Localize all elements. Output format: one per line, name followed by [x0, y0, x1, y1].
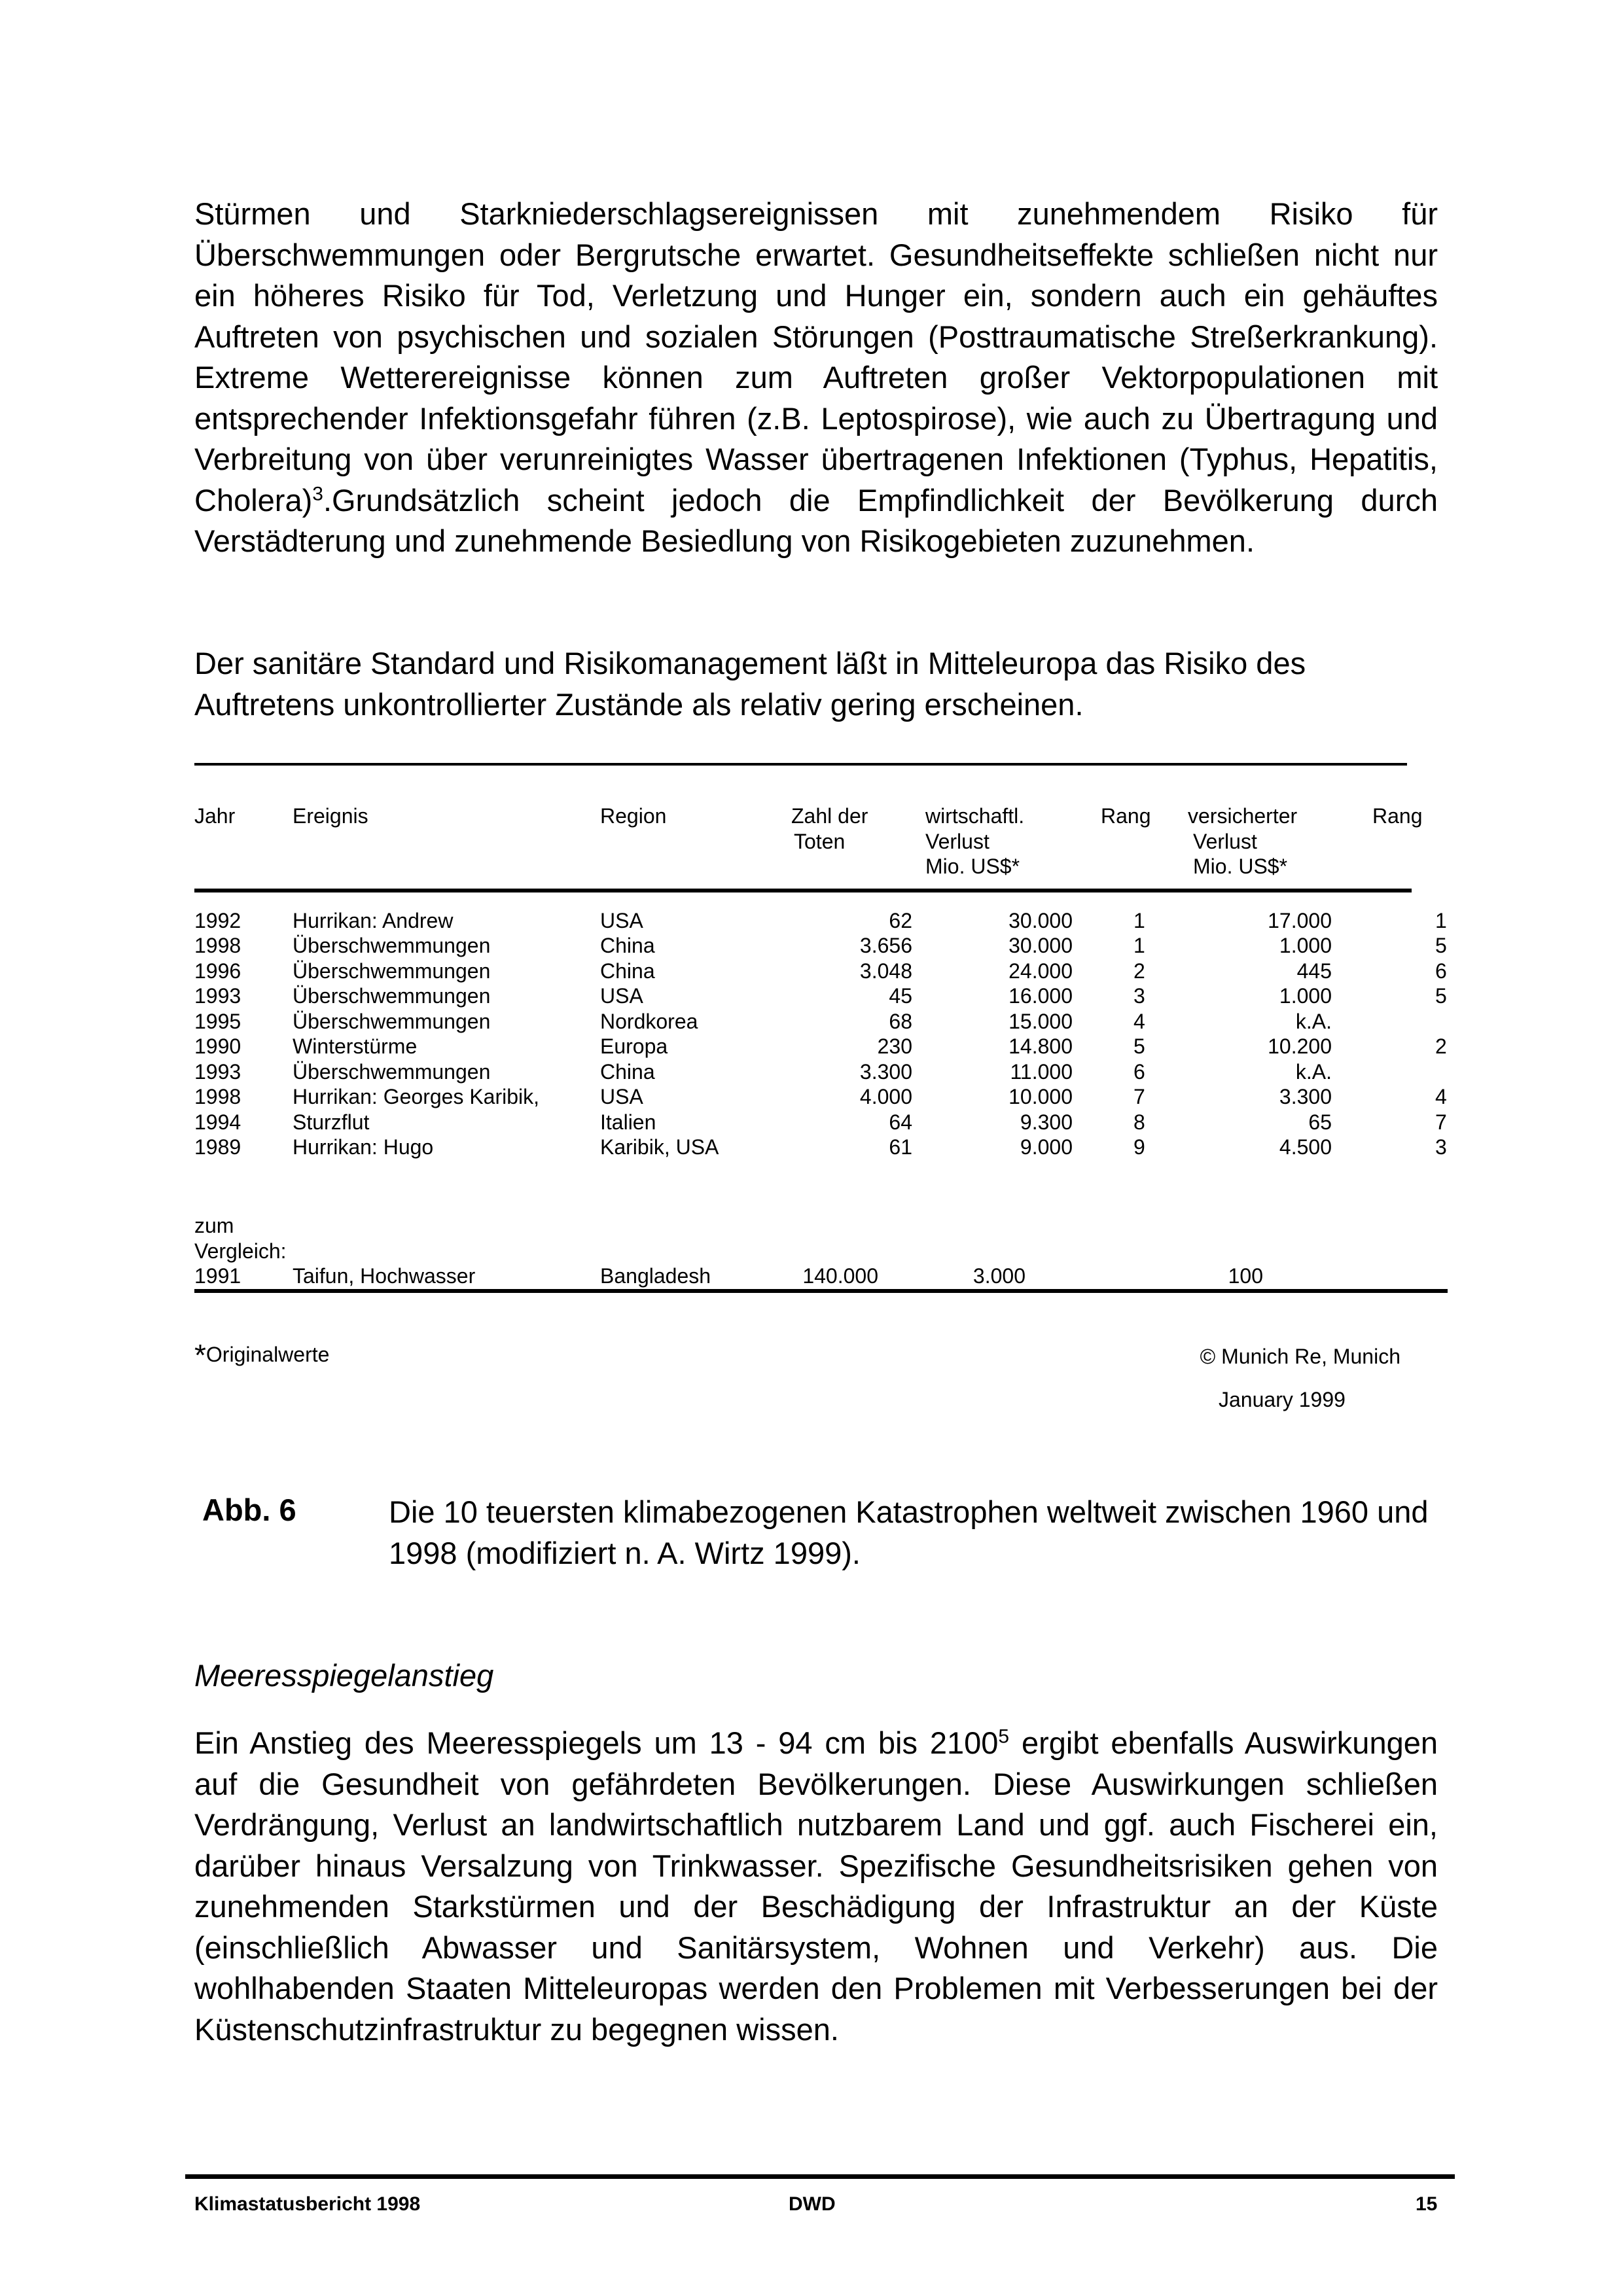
cell-jahr: 1998	[194, 934, 241, 957]
cell-ereignis: Sturzflut	[293, 1110, 370, 1134]
cell-ereignis: Winterstürme	[293, 1034, 418, 1058]
cell-tote: 140.000	[757, 1263, 878, 1291]
cell-rang: 6	[1133, 1059, 1145, 1084]
cell-rang: 1	[1133, 908, 1145, 932]
cell-jahr: 1991	[194, 1263, 293, 1291]
cell-rang: 3	[1133, 984, 1145, 1008]
cell-rang: 1	[1133, 934, 1145, 957]
header-region: Region	[600, 804, 757, 891]
header-rang: Rang	[1073, 804, 1178, 891]
table-header-row	[194, 804, 1412, 891]
cell-rang-2: 3	[1435, 1135, 1447, 1159]
table-row	[194, 891, 1412, 934]
cell-rang-2: 5	[1435, 934, 1447, 957]
cell-region: Karibik, USA	[600, 1135, 719, 1159]
cell-region: USA	[600, 1085, 643, 1108]
cell-wirtschaftl-verlust: 11.000	[1010, 1059, 1073, 1084]
header-tote: Zahl der Toten	[757, 804, 912, 891]
footer-rule	[185, 2174, 1455, 2179]
cell-wirtschaftl-verlust: 30.000	[1008, 934, 1073, 957]
table-row	[194, 933, 1412, 959]
cell-rang: 9	[1133, 1135, 1145, 1159]
header-wirtschaftl-verlust: wirtschaftl. Verlust Mio. US$*	[912, 804, 1073, 891]
cell-wirtschaftl-verlust: 14.800	[1008, 1034, 1073, 1058]
cell-wirtschaftl-verlust: 30.000	[1008, 908, 1073, 932]
footer-report-title: Klimastatusbericht 1998	[194, 2193, 421, 2215]
cell-versicherter-verlust: 4.500	[1279, 1135, 1332, 1159]
cell-ereignis: Überschwemmungen	[293, 984, 491, 1008]
table-row	[194, 1034, 1412, 1059]
cell-region: USA	[600, 908, 643, 932]
body-paragraph: Der sanitäre Standard und Risikomanagement läßt in Mitteleuropa das Risiko des Auftretens unkontrollierter Zustände als relativ gering erscheinen.	[194, 646, 1306, 722]
cell-jahr: 1995	[194, 1009, 241, 1033]
cell-jahr: 1998	[194, 1085, 241, 1108]
cell-ereignis: Hurrikan: Andrew	[293, 908, 454, 932]
header-rang-2: Rang	[1332, 804, 1412, 891]
table-row	[194, 1059, 1412, 1085]
cell-region: China	[600, 1059, 655, 1084]
comparison-table	[194, 1213, 1448, 1293]
paragraph-text: Stürmen und Starkniederschlagsereignissen mit zunehmendem Risiko für Überschwemmungen oder Bergrutsche erwartet. Gesundheitseffekte schließen nicht nur ein höheres Risiko für Tod, Verletzung und Hunger ein, sondern auch ein gehäuftes Auftreten von psychischen und sozialen Störungen (Posttraumatische Streßerkrankung). Extreme Wetterereignisse können zum Auftreten großer Vektorpopulationen mit entsprechender Infektionsgefahr führen (z.B. Leptospirose), wie auch zu Übertragung und Verbreitung von über verunreinigtes Wasser übertragenen Infektionen (Typhus, Hepatitis, Cholera)	[194, 196, 1438, 518]
cell-jahr: 1990	[194, 1034, 241, 1058]
body-paragraph: Ein Anstieg des Meeresspiegels um 13 - 94 cm bis 2100$^5$ ergibt ebenfalls Auswirkungen auf die Gesundheit von gefährdeten Bevölkerungen. Diese Auswirkungen schließen Verdrängung, Verlust an landwirtschaftlich nutzbarem Land und ggf. auch Fischerei ein, darüber hinaus Versalzung von Trinkwasser. Spezifische Gesundheitsrisiken gehen von zunehmenden Starkstürmen und der Beschädigung der Infrastruktur an der Küste (einschließlich Abwasser und Sanitärsystem, Wohnen und Verkehr) aus. Die wohlhabenden Staaten Mitteleuropas werden den Problemen mit Verbesserungen bei der Küstenschutzinfrastruktur zu begegnen wissen.	[194, 1725, 1438, 2047]
cell-tote: 64	[889, 1110, 912, 1134]
section-heading: Meeresspiegelanstieg	[194, 1658, 494, 1693]
footnote-ref: 3	[312, 482, 323, 504]
cell-versicherter-verlust: k.A.	[1295, 1009, 1332, 1033]
figure-caption: Die 10 teuersten klimabezogenen Katastrophen weltweit zwischen 1960 und 1998 (modifiziert n. A. Wirtz 1999).	[389, 1494, 1429, 1570]
cell-region: USA	[600, 984, 643, 1008]
cell-versicherter-verlust: k.A.	[1295, 1059, 1332, 1084]
cell-rang-2	[1332, 1009, 1412, 1034]
cell-rang-2: 4	[1435, 1085, 1447, 1108]
table-top-rule	[194, 763, 1407, 766]
table-row	[194, 1110, 1412, 1135]
table-row	[194, 1009, 1412, 1034]
paragraph-text: .Grundsätzlich scheint jedoch die Empfindlichkeit der Bevölkerung durch Verstädterung und zunehmende Besiedlung von Risikogebieten zuzunehmen.	[194, 482, 1438, 558]
cell-rang-2: 6	[1435, 959, 1447, 983]
cell-tote: 4.000	[859, 1085, 912, 1108]
catastrophe-table	[194, 804, 1447, 1160]
cell-jahr: 1992	[194, 908, 241, 932]
cell-rang-2: 7	[1435, 1110, 1447, 1134]
cell-wirtschaftl-verlust: 10.000	[1008, 1085, 1073, 1108]
cell-rang-2	[1332, 1059, 1412, 1085]
cell-wirtschaftl-verlust: 9.000	[1020, 1135, 1073, 1159]
cell-tote: 230	[877, 1034, 912, 1058]
header-jahr: Jahr	[194, 804, 293, 891]
cell-versicherter-verlust: 65	[1308, 1110, 1332, 1134]
cell-rang-2: 1	[1435, 908, 1447, 932]
cell-region: China	[600, 959, 655, 983]
table-row	[194, 1084, 1412, 1110]
asterisk: *	[194, 1338, 206, 1372]
cell-versicherter-verlust: 3.300	[1279, 1085, 1332, 1108]
table-row	[194, 983, 1412, 1009]
cell-rang: 5	[1133, 1034, 1145, 1058]
cell-tote: 3.656	[859, 934, 912, 957]
comparison-row	[194, 1263, 1448, 1291]
cell-jahr: 1994	[194, 1110, 241, 1134]
cell-rang: 2	[1133, 959, 1145, 983]
comparison-label: Vergleich:	[194, 1239, 287, 1263]
cell-jahr: 1993	[194, 1059, 241, 1084]
cell-tote: 45	[889, 984, 912, 1008]
cell-wirtschaftl-verlust: 9.300	[1020, 1110, 1073, 1134]
table-row	[194, 1135, 1412, 1160]
cell-tote: 61	[889, 1135, 912, 1159]
cell-wirtschaftl-verlust: 24.000	[1008, 959, 1073, 983]
cell-tote: 62	[889, 908, 912, 932]
cell-versicherter-verlust: 10.200	[1268, 1034, 1332, 1058]
header-ereignis: Ereignis	[293, 804, 600, 891]
cell-jahr: 1993	[194, 984, 241, 1008]
page-number: 15	[1416, 2193, 1438, 2215]
cell-rang: 7	[1133, 1085, 1145, 1108]
cell-ereignis: Überschwemmungen	[293, 934, 491, 957]
cell-region: Nordkorea	[600, 1009, 698, 1033]
cell-region: Italien	[600, 1110, 656, 1134]
cell-versicherter-verlust: 1.000	[1279, 984, 1332, 1008]
cell-versicherter-verlust: 445	[1296, 959, 1332, 983]
source-date: January 1999	[1219, 1388, 1346, 1411]
cell-versicherter-verlust: 1.000	[1279, 934, 1332, 957]
table-note-original: *Originalwerte	[194, 1338, 330, 1372]
cell-versicherter-verlust: 100	[1152, 1263, 1263, 1291]
cell-wirtschaftl-verlust: 16.000	[1008, 984, 1073, 1008]
cell-wirtschaftl-verlust: 3.000	[878, 1263, 1026, 1291]
cell-rang-2: 2	[1435, 1034, 1447, 1058]
cell-jahr: 1996	[194, 959, 241, 983]
cell-rang-2: 5	[1435, 984, 1447, 1008]
cell-region: China	[600, 934, 655, 957]
cell-jahr: 1989	[194, 1135, 241, 1159]
cell-ereignis: Taifun, Hochwasser	[293, 1263, 600, 1291]
cell-ereignis: Hurrikan: Georges Karibik,	[293, 1085, 540, 1108]
cell-versicherter-verlust: 17.000	[1268, 908, 1332, 932]
cell-ereignis: Überschwemmungen	[293, 959, 491, 983]
cell-region: Europa	[600, 1034, 668, 1058]
header-versicherter-verlust: versicherter Verlust Mio. US$*	[1178, 804, 1332, 891]
table-row	[194, 959, 1412, 984]
cell-tote: 3.048	[859, 959, 912, 983]
cell-ereignis: Hurrikan: Hugo	[293, 1135, 434, 1159]
comparison-label: zum	[194, 1214, 234, 1237]
cell-wirtschaftl-verlust: 15.000	[1008, 1009, 1073, 1033]
body-paragraph	[194, 194, 1438, 562]
footer-publisher: DWD	[789, 2193, 836, 2215]
cell-ereignis: Überschwemmungen	[293, 1009, 491, 1033]
figure-label: Abb. 6	[202, 1492, 296, 1527]
cell-rang: 8	[1133, 1110, 1145, 1134]
cell-tote: 68	[889, 1009, 912, 1033]
cell-ereignis: Überschwemmungen	[293, 1059, 491, 1084]
cell-rang: 4	[1133, 1009, 1145, 1033]
cell-tote: 3.300	[859, 1059, 912, 1084]
source-credit: © Munich Re, Munich	[1200, 1345, 1400, 1368]
footnote-ref: 5	[998, 1725, 1010, 1748]
cell-region: Bangladesh	[600, 1263, 757, 1291]
